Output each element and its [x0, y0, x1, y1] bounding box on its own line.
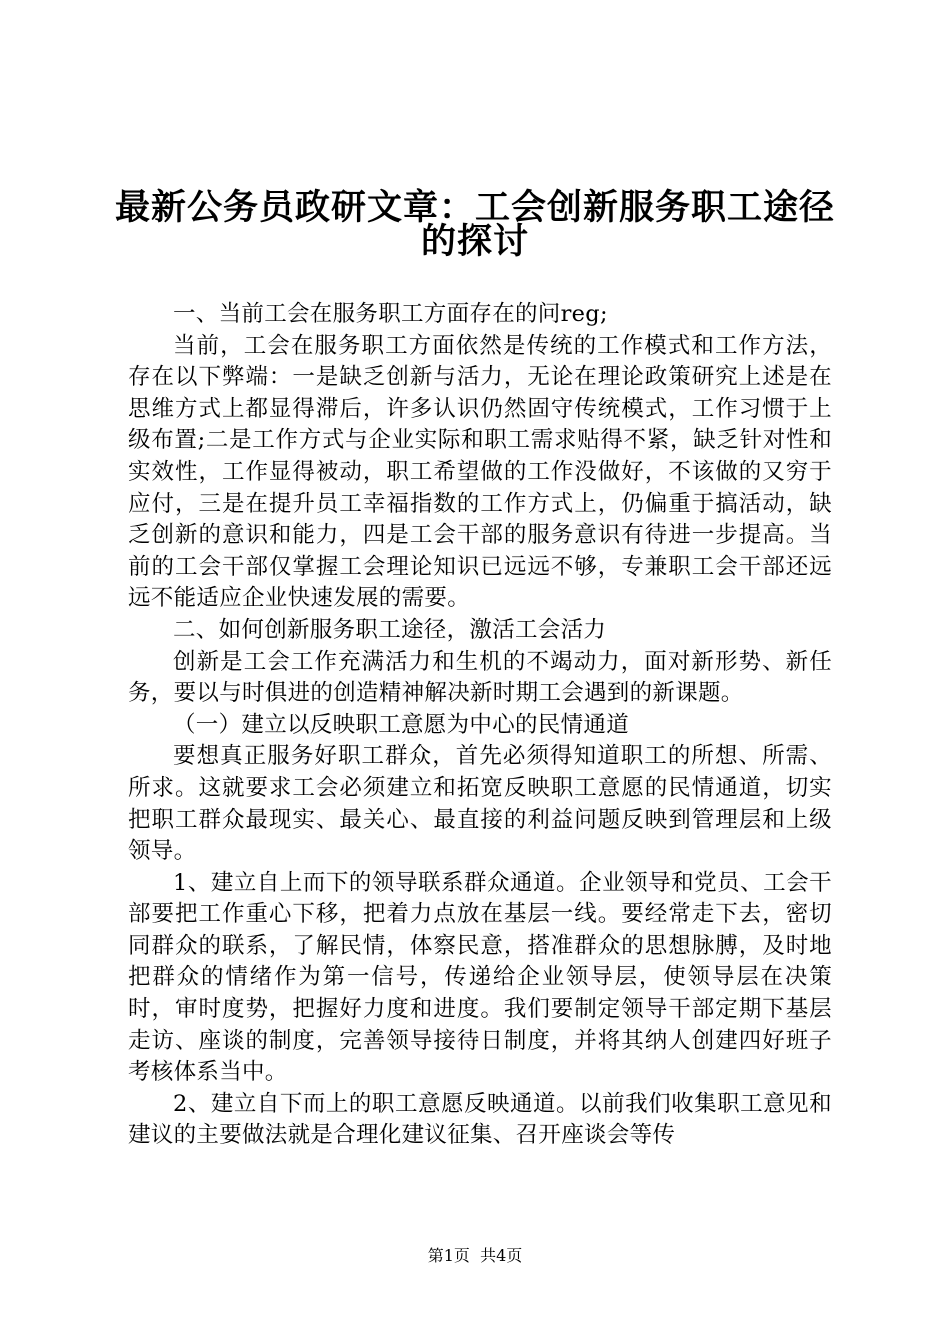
document-title-line-2: 的探讨 [420, 222, 529, 262]
document-body [128, 299, 832, 1152]
subsection-heading: （一）建立以反映职工意愿为中心的民情通道 [173, 711, 630, 738]
page-footer: 第1页 共4页 [427, 1246, 523, 1265]
document-title-line-1: 最新公务员政研文章：工会创新服务职工途径 [114, 188, 835, 228]
body-paragraph: 创新是工会工作充满活力和生机的不竭动力，面对新形势、新任务，要以与时俱进的创造精神解决新时期工会遇到的新课题。 [128, 648, 832, 707]
section-heading-1: 一、当前工会在服务职工方面存在的问reg; [173, 301, 608, 327]
body-paragraph: 当前，工会在服务职工方面依然是传统的工作模式和工作方法，存在以下弊端：一是缺乏创新与活力，无论在理论政策研究上述是在思维方式上都显得滞后，许多认识仍然固守传统模式，工作习惯于上级布置;二是工作方式与企业实际和职工需求贴得不紧，缺乏针对性和实效性，工作显得被动，职工希望做的工作没做好，不该做的又穷于应付，三是在提升员工幸福指数的工作方式上，仍偏重于搞活动，缺乏创新的意识和能力，四是工会干部的服务意识有待进一步提高。当前的工会干部仅掌握工会理论知识已远远不够，专兼职工会干部还远远不能适应企业快速发展的需要。 [128, 332, 832, 612]
body-paragraph: 1、建立自上而下的领导联系群众通道。企业领导和党员、工会干部要把工作重心下移，把着力点放在基层一线。要经常走下去，密切同群众的联系，了解民情，体察民意，搭准群众的思想脉膊，及时地把群众的情绪作为第一信号，传递给企业领导层，使领导层在决策时，审时度势，把握好力度和进度。我们要制定领导干部定期下基层走访、座谈的制度，完善领导接待日制度，并将其纳人创建四好班子考核体系当中。 [128, 869, 832, 1086]
section-heading-2: 二、如何创新服务职工途径，激活工会活力 [173, 616, 607, 643]
body-paragraph: 2、建立自下而上的职工意愿反映通道。以前我们收集职工意见和建议的主要做法就是合理化建议征集、召开座谈会等传 [128, 1090, 832, 1149]
body-paragraph: 要想真正服务好职工群众，首先必须得知道职工的所想、所需、所求。这就要求工会必须建立和拓宽反映职工意愿的民情通道，切实把职工群众最现实、最关心、最直接的利益问题反映到管理层和上级领导。 [128, 743, 832, 865]
